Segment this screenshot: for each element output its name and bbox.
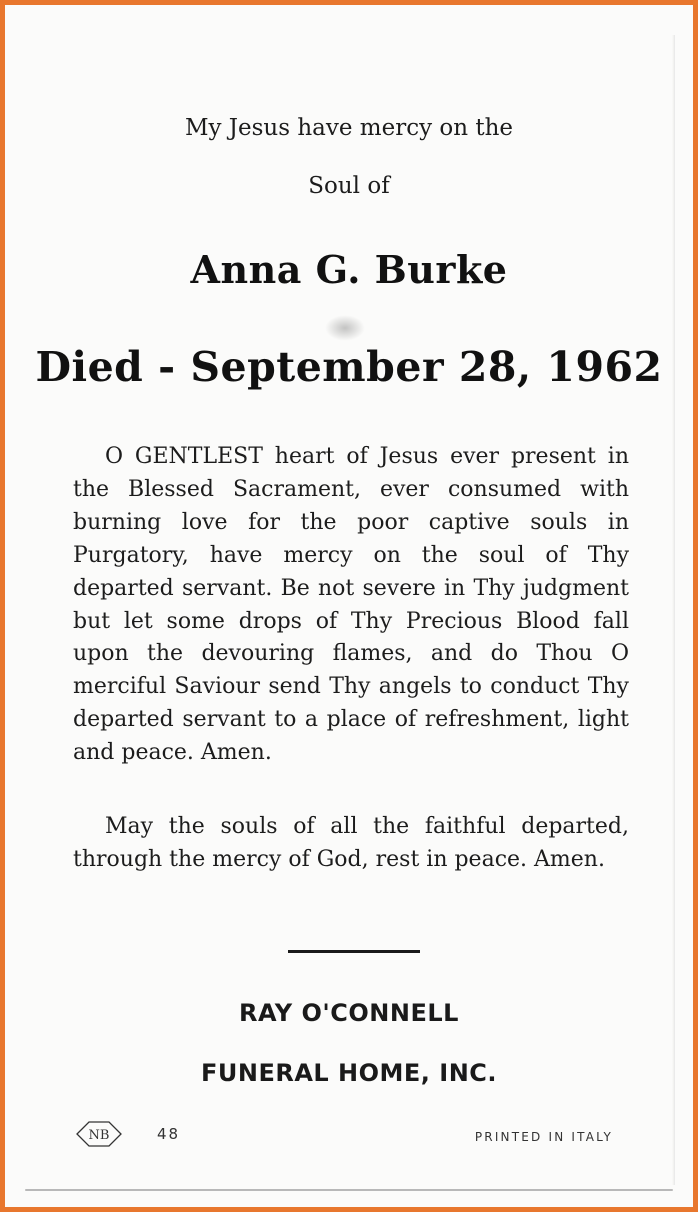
publisher-logo-icon xyxy=(75,1119,123,1149)
funeral-home-name: RAY O'CONNELL xyxy=(239,999,459,1027)
header-line-2: Soul of xyxy=(308,173,390,199)
divider-line xyxy=(288,950,420,953)
deceased-name: Anna G. Burke xyxy=(190,247,508,292)
funeral-home-subtitle: FUNERAL HOME, INC. xyxy=(200,1059,498,1087)
death-date: Died - September 28, 1962 xyxy=(35,343,663,391)
header-line-1: My Jesus have mercy on the xyxy=(184,115,514,141)
prayer-paragraph-1: O GENTLEST heart of Jesus ever present in the Blessed Sacrament, ever consumed with burning love for the poor captive souls in Purgatory, have mercy on the soul of Thy departed servant. Be not severe in Thy judgment but let some drops of Thy Precious Blood fall upon the devouring flames, and do Thou O merciful Saviour send Thy angels to conduct Thy departed servant to a place of refreshment, light and peace. Amen. xyxy=(73,444,629,766)
ink-smudge xyxy=(325,315,365,341)
prayer-card xyxy=(5,5,693,1207)
publisher-logo-text: NB xyxy=(88,1128,110,1143)
prayer-paragraph-2: May the souls of all the faithful departed, through the mercy of God, rest in peace. Amen. xyxy=(73,814,629,872)
card-number: 48 xyxy=(157,1125,181,1143)
card-bottom-edge xyxy=(25,1189,673,1191)
printed-in-italy: PRINTED IN ITALY xyxy=(474,1130,613,1144)
